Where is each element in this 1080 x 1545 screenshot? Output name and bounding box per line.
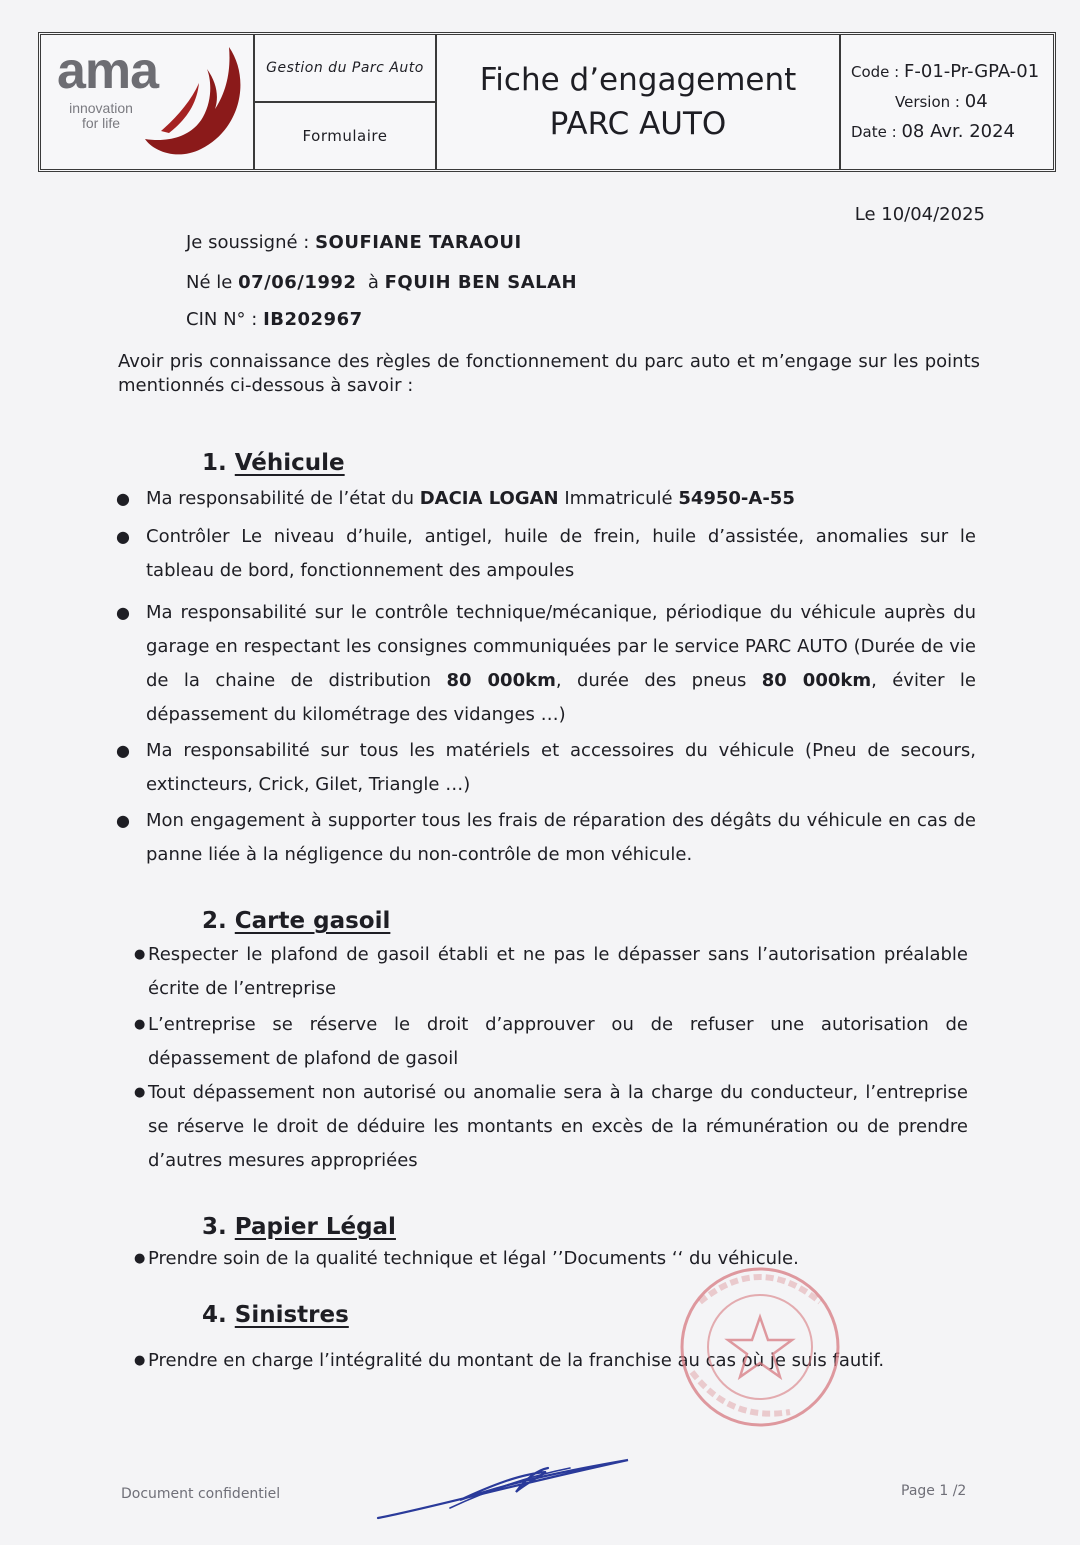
date-row	[851, 117, 1053, 147]
section-title-carte-gasoil	[202, 908, 390, 934]
bullet-icon: ●	[116, 489, 130, 508]
bullet-icon: ●	[134, 1353, 146, 1368]
date-label: Date :	[851, 123, 897, 141]
bullet-icon: ●	[116, 603, 130, 622]
bullet-icon: ●	[116, 811, 130, 830]
section-title-papier-legal	[202, 1214, 396, 1240]
text: , durée des pneus	[555, 670, 762, 691]
version-row	[851, 87, 1053, 117]
flame-leaf-icon	[141, 39, 245, 159]
footer-confidential: Document confidentiel	[121, 1486, 281, 1502]
text: Ma responsabilité de l’état du	[146, 488, 420, 509]
text: Prendre soin de la qualité technique et légal ’’Documents ‘‘ du véhicule.	[148, 1248, 799, 1269]
date-value: 08 Avr. 2024	[901, 121, 1016, 142]
list-item	[134, 938, 968, 1006]
document-date: Le 10/04/2025	[854, 204, 985, 225]
list-item	[116, 804, 976, 872]
birth-label: Né le	[186, 272, 233, 293]
header-meta	[841, 35, 1053, 169]
bullet-icon: ●	[134, 1085, 146, 1100]
distribution-km: 80 000km	[446, 670, 556, 691]
birth-line	[186, 272, 577, 293]
vehicle-model: DACIA LOGAN	[419, 488, 559, 509]
text: Contrôler Le niveau d’huile, antigel, huile de frein, huile d’assistée, anomalies sur le tableau de bord, fonctionnement des ampoules	[146, 526, 976, 581]
text: , éviter le dépassement du kilométrage des vidanges …)	[146, 670, 976, 725]
list-item	[116, 596, 976, 732]
text: Ma responsabilité sur le contrôle technique/mécanique, périodique du véhicule auprès du garage en respectant les consignes communiquées par le service PARC AUTO (Durée de vie de la chaine de distribution	[146, 602, 976, 691]
bullet-icon: ●	[134, 1251, 146, 1266]
section-title-vehicule	[202, 450, 345, 476]
bullet-icon: ●	[134, 1017, 146, 1032]
code-value: F-01-Pr-GPA-01	[904, 61, 1040, 82]
section-label: Carte gasoil	[234, 908, 391, 934]
section-label: Papier Légal	[234, 1214, 396, 1240]
document-header	[38, 32, 1056, 172]
version-value: 04	[964, 91, 988, 112]
tyres-km: 80 000km	[761, 670, 872, 691]
birth-date: 07/06/1992	[238, 272, 357, 293]
list-item	[134, 1076, 968, 1178]
version-label: Version :	[895, 93, 960, 111]
bullet-icon: ●	[116, 741, 130, 760]
section-label: Véhicule	[234, 450, 345, 476]
text: Immatriculé	[558, 488, 679, 509]
birth-a-label: à	[367, 272, 379, 293]
text: Mon engagement à supporter tous les frais de réparation des dégâts du véhicule en cas de panne liée à la négligence du non-contrôle de mon véhicule.	[146, 810, 976, 865]
soussigne-line	[186, 232, 522, 253]
list-item	[116, 520, 976, 588]
logo-tagline-line1: innovation	[69, 100, 133, 116]
list-item	[116, 734, 976, 802]
title-line2: PARC AUTO	[549, 106, 727, 142]
list-item	[116, 482, 976, 516]
section-number: 2.	[202, 908, 227, 934]
title-line1: Fiche d’engagement	[479, 62, 797, 98]
logo-tagline-line2: for life	[81, 115, 121, 131]
header-title	[437, 35, 841, 169]
employee-name: SOUFIANE TARAOUI	[315, 232, 522, 253]
dept-label: Gestion du Parc Auto	[255, 35, 435, 103]
soussigne-label: Je soussigné :	[186, 232, 310, 253]
doc-type-label: Formulaire	[302, 127, 388, 145]
section-label: Sinistres	[234, 1302, 349, 1328]
bullet-icon: ●	[134, 947, 146, 962]
birth-place: FQUIH BEN SALAH	[384, 272, 578, 293]
header-dept-column	[255, 35, 437, 169]
vehicle-plate: 54950-A-55	[678, 488, 795, 509]
text: Prendre en charge l’intégralité du montant de la franchise au cas où je suis fautif.	[148, 1350, 885, 1371]
section-number: 1.	[202, 450, 227, 476]
cin-label: CIN N° :	[186, 309, 258, 330]
section-number: 4.	[202, 1302, 227, 1328]
handwritten-signature	[370, 1448, 640, 1528]
text: Ma responsabilité sur tous les matériels et accessoires du véhicule (Pneu de secours, extincteurs, Crick, Gilet, Triangle …)	[146, 740, 976, 795]
section-number: 3.	[202, 1214, 227, 1240]
text: Respecter le plafond de gasoil établi et ne pas le dépasser sans l’autorisation préalable écrite de l’entreprise	[148, 944, 968, 999]
logo-tagline	[58, 101, 144, 131]
code-label: Code :	[851, 63, 900, 81]
section-title-sinistres	[202, 1302, 349, 1328]
company-logo	[41, 35, 255, 169]
cin-number: IB202967	[263, 309, 363, 330]
intro-paragraph: Avoir pris connaissance des règles de fonctionnement du parc auto et m’engage sur les points mentionnés ci-dessous à savoir :	[118, 351, 980, 396]
code-row	[851, 57, 1053, 87]
text: Tout dépassement non autorisé ou anomalie sera à la charge du conducteur, l’entreprise se réserve le droit de déduire les montants en excès de la rémunération ou de prendre d’autres mesures appropriées	[148, 1082, 968, 1171]
list-item	[134, 1008, 968, 1076]
text: L’entreprise se réserve le droit d’approuver ou de refuser une autorisation de dépassement de plafond de gasoil	[148, 1014, 968, 1069]
official-stamp	[670, 1262, 850, 1432]
logo-wordmark: ama	[57, 42, 159, 100]
cin-line	[186, 309, 363, 330]
bullet-icon: ●	[116, 527, 130, 546]
footer-page-number: Page 1 /2	[901, 1483, 967, 1499]
